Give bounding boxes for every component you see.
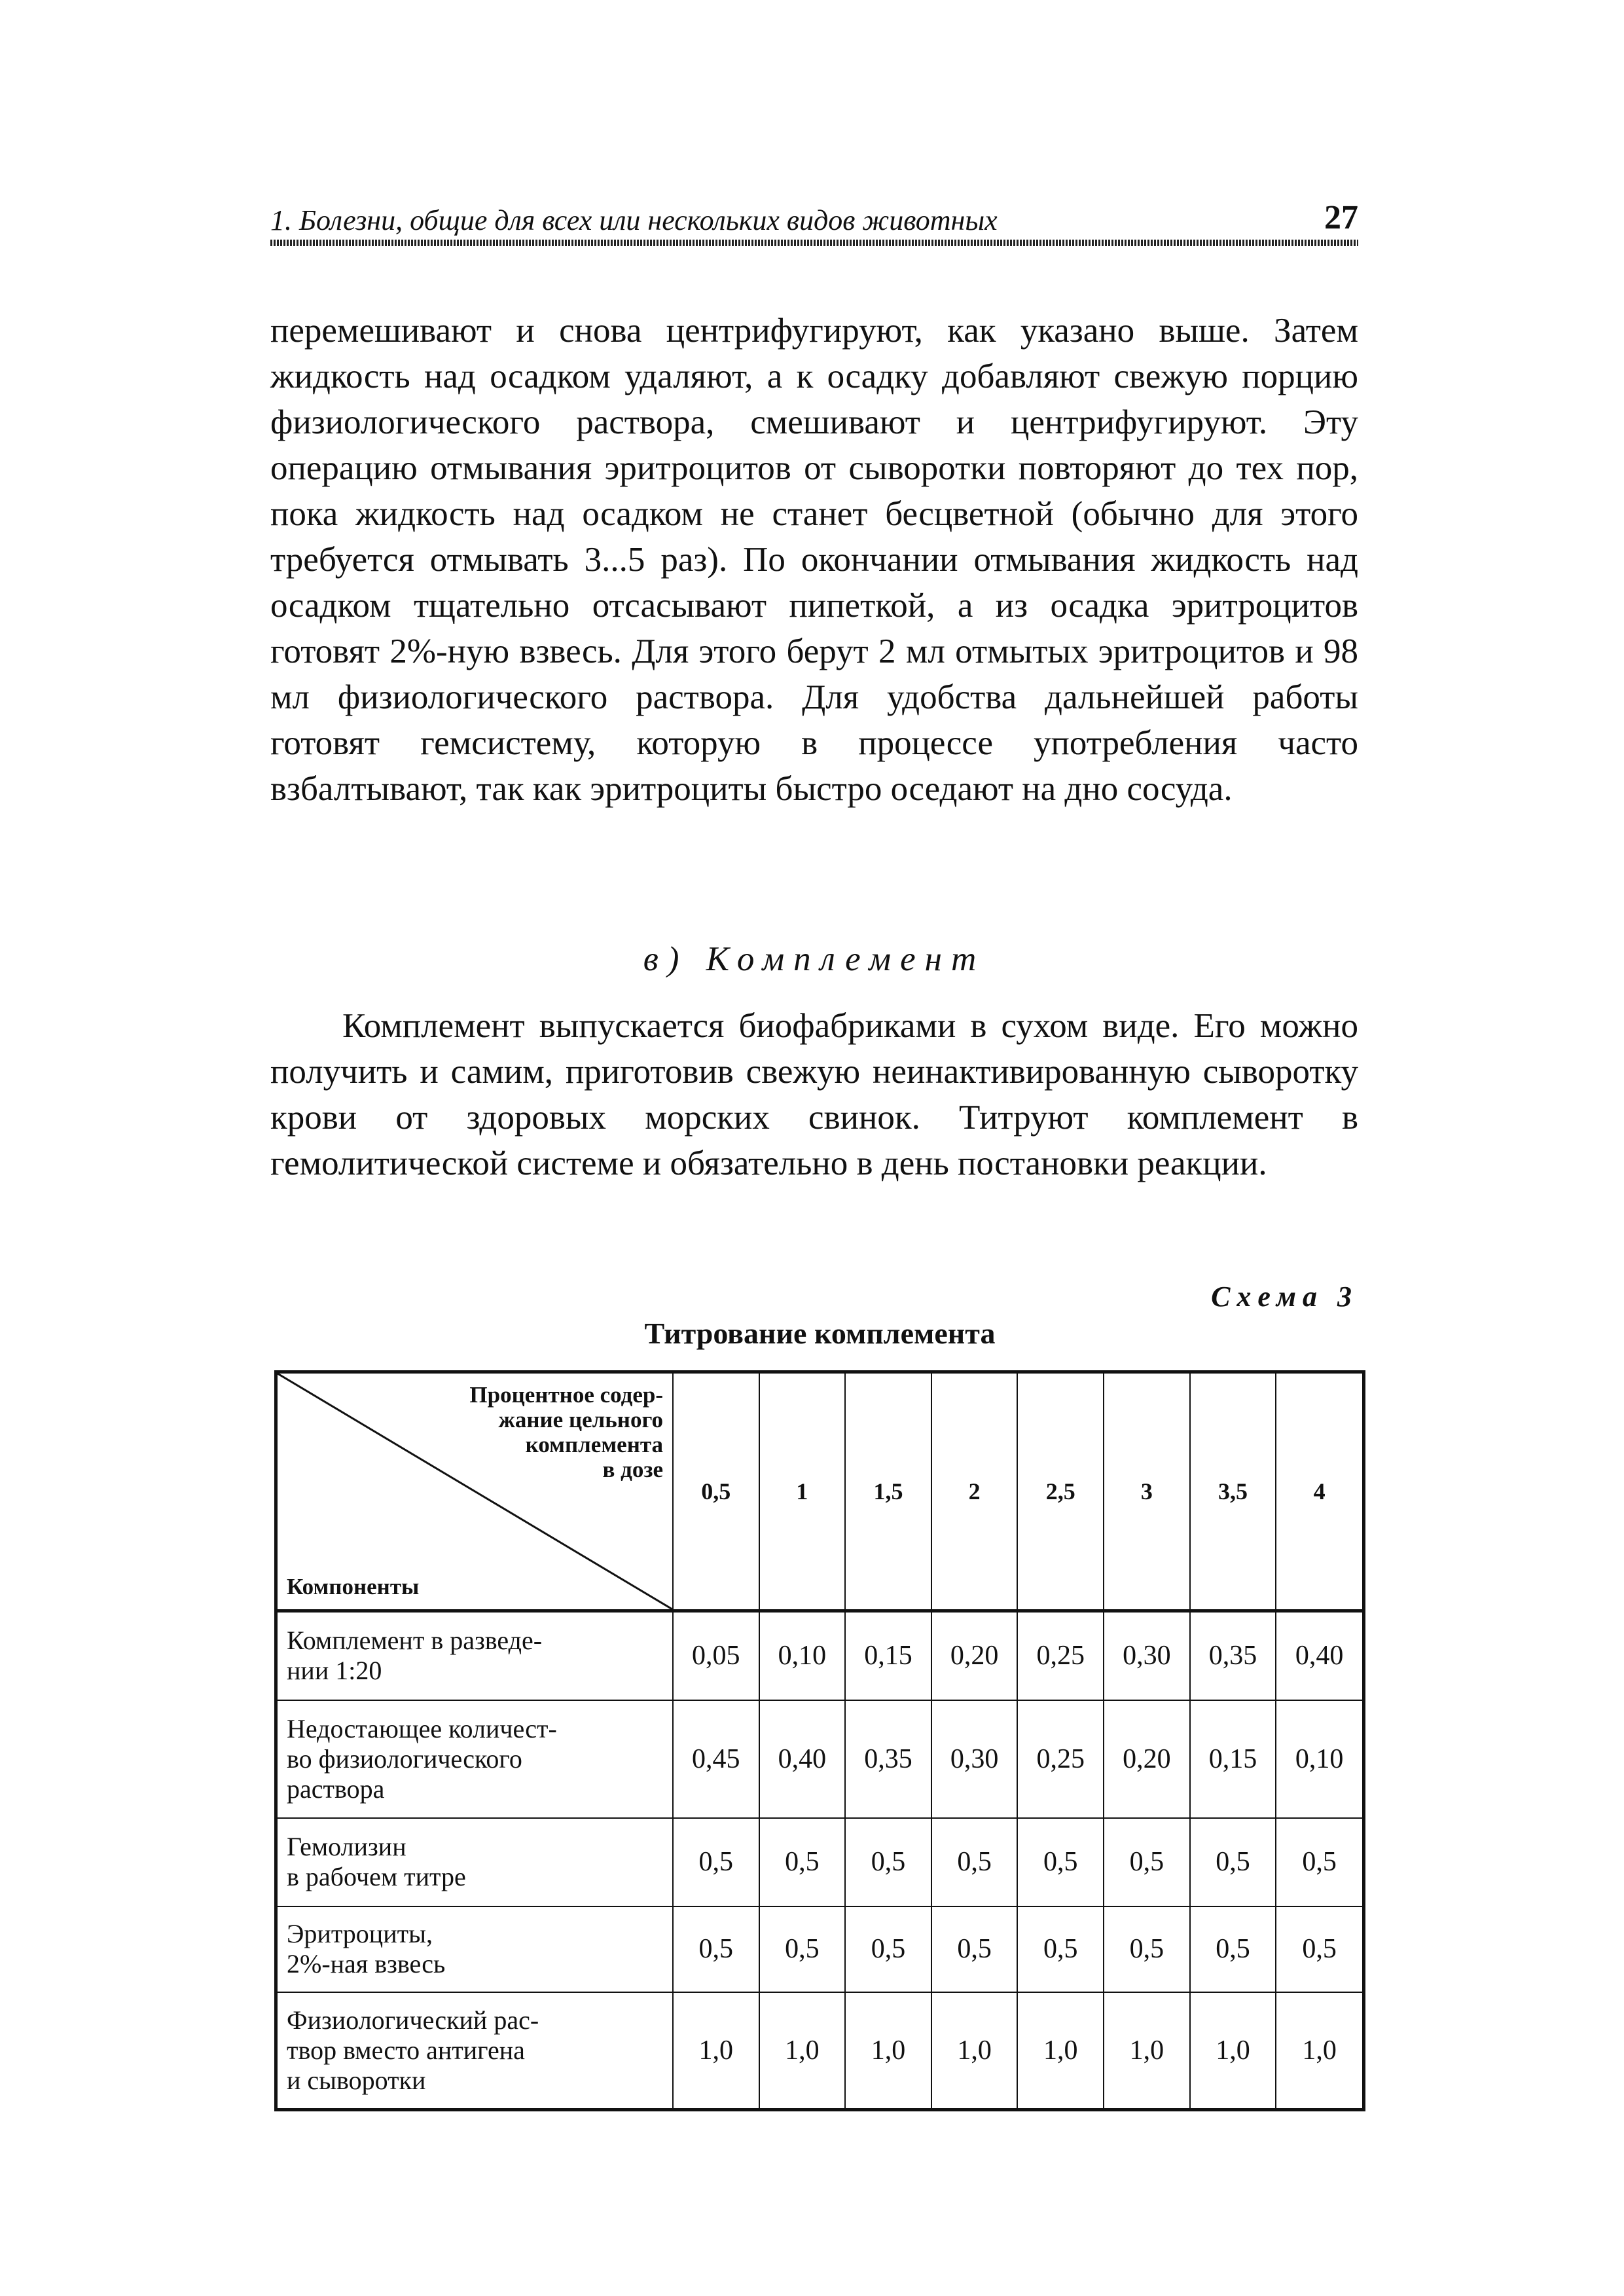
paragraph-1: перемешивают и снова центрифугируют, как указано выше. Затем жидкость над осадком удаляют, а к осадку добавляют свежую порцию физиологического раствора, смешивают и центрифугируют. Эту операцию отмывания эритроцитов от сыворотки повторяют до тех пор, пока жидкость над осадком не станет бесцветной (обычно для этого требуется отмывать 3...5 раз). По окончании отмывания жидкость над осадком тщательно отсасывают пипеткой, а из осадка эритроцитов готовят 2%-ную взвесь. Для этого берут 2 мл отмытых эритроцитов и 98 мл физиологического раствора. Для удобства дальнейшей работы готовят гемсистему, которую в процессе употребления часто взбалтывают, так как эритроциты быстро оседают на дно сосуда. [270,312,1358,808]
table-row [276,1611,1364,1700]
table-cell: 1,0 [845,1992,931,2110]
table-cell: 0,5 [1017,1818,1104,1906]
table-cell: 1,0 [1017,1992,1104,2110]
paragraph-2: Комплемент выпускается биофабриками в сухом виде. Его можно получить и самим, приготовив свежую неинактивированную сыворотку крови от здоровых морских свинок. Титруют комплемент в гемолитической системе и обязательно в день постановки реакции. [270,1007,1358,1182]
table-cell: 0,20 [1104,1700,1190,1818]
table-cell: 0,45 [673,1700,759,1818]
table-cell: 0,5 [1276,1906,1363,1992]
table-cell: 0,5 [759,1818,846,1906]
column-header: 3 [1104,1372,1190,1611]
row-label: Недостающее количест- во физиологического раствора [276,1700,674,1818]
table-cell: 0,35 [845,1700,931,1818]
table-row [276,1992,1364,2110]
table-cell: 1,0 [1190,1992,1276,2110]
table-cell: 0,5 [1276,1818,1363,1906]
table-cell: 0,5 [1190,1906,1276,1992]
row-label: Комплемент в разведе- нии 1:20 [276,1611,674,1700]
table-row [276,1818,1364,1906]
table-cell: 0,35 [1190,1611,1276,1700]
column-header: 1,5 [845,1372,931,1611]
table-cell: 0,5 [673,1906,759,1992]
table-cell: 0,15 [1190,1700,1276,1818]
subheading: в) Комплемент [643,940,986,978]
table-cell: 1,0 [759,1992,846,2110]
table-header-row [276,1372,1364,1611]
table-cell: 0,05 [673,1611,759,1700]
table-cell: 0,5 [845,1906,931,1992]
table-cell: 0,5 [845,1818,931,1906]
header-rule [270,240,1358,246]
table-cell: 1,0 [1104,1992,1190,2110]
row-label: Физиологический рас- твор вместо антигена и сыворотки [276,1992,674,2110]
table-cell: 0,30 [931,1700,1018,1818]
table-cell: 0,5 [1104,1818,1190,1906]
table-cell: 0,5 [1017,1906,1104,1992]
row-label: Эритроциты, 2%-ная взвесь [276,1906,674,1992]
table-cell: 1,0 [1276,1992,1363,2110]
table-cell: 0,25 [1017,1611,1104,1700]
row-label: Гемолизин в рабочем титре [276,1818,674,1906]
table-cell: 0,5 [759,1906,846,1992]
column-header: 2 [931,1372,1018,1611]
schema-label: Схема 3 [1211,1281,1358,1313]
page-number: 27 [1324,199,1358,236]
table-row [276,1700,1364,1818]
column-header: 4 [1276,1372,1363,1611]
table-cell: 0,40 [759,1700,846,1818]
column-header: 1 [759,1372,846,1611]
table-cell: 0,25 [1017,1700,1104,1818]
table-cell: 0,10 [1276,1700,1363,1818]
table-cell: 0,5 [931,1818,1018,1906]
running-head [270,191,1358,237]
corner-cell [276,1372,674,1611]
table-row [276,1906,1364,1992]
table-cell: 0,15 [845,1611,931,1700]
running-head-title: 1. Болезни, общие для всех или нескольких видов животных [270,204,998,236]
column-header: 2,5 [1017,1372,1104,1611]
corner-bottom-label: Компоненты [287,1574,420,1599]
table-cell: 0,40 [1276,1611,1363,1700]
table-cell: 0,5 [931,1906,1018,1992]
corner-top-label: Процентное содер- жание цельного комплемента в дозе [469,1382,663,1482]
table-cell: 0,10 [759,1611,846,1700]
table-cell: 0,30 [1104,1611,1190,1700]
table-cell: 0,20 [931,1611,1018,1700]
table-cell: 0,5 [1104,1906,1190,1992]
table-cell: 0,5 [1190,1818,1276,1906]
column-header: 3,5 [1190,1372,1276,1611]
table-cell: 1,0 [673,1992,759,2110]
table-cell: 0,5 [673,1818,759,1906]
table-cell: 1,0 [931,1992,1018,2110]
column-header: 0,5 [673,1372,759,1611]
titration-table [274,1370,1365,2111]
table-title: Титрование комплемента [644,1317,996,1350]
